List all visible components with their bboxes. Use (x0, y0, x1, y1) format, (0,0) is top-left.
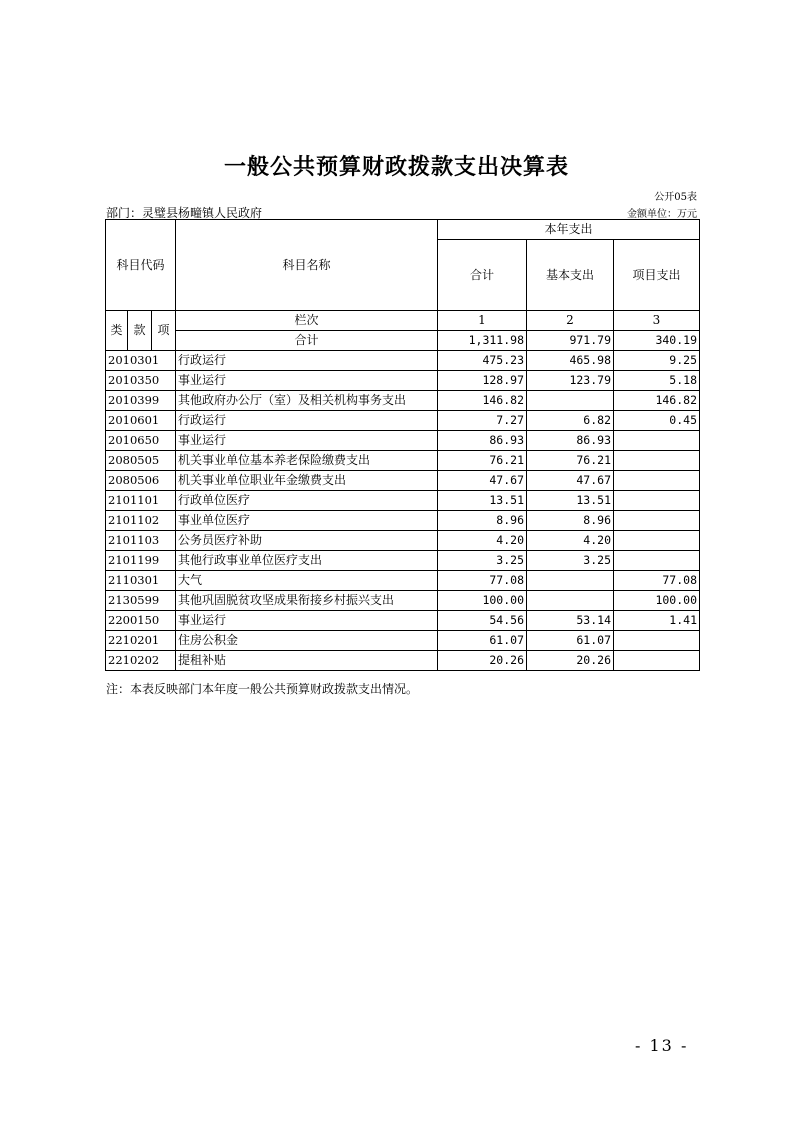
row-code: 2130599 (106, 591, 176, 611)
row-name: 事业运行 (176, 371, 438, 391)
row-basic: 53.14 (527, 611, 614, 631)
table-row (106, 551, 700, 571)
row-project (614, 531, 700, 551)
row-code: 2101199 (106, 551, 176, 571)
row-basic: 86.93 (527, 431, 614, 451)
table-row (106, 471, 700, 491)
row-code: 2101101 (106, 491, 176, 511)
row-total: 20.26 (438, 651, 527, 671)
table-row (106, 431, 700, 451)
row-total: 7.27 (438, 411, 527, 431)
header-basic: 基本支出 (527, 240, 614, 311)
row-total: 76.21 (438, 451, 527, 471)
row-project: 1.41 (614, 611, 700, 631)
row-code: 2010650 (106, 431, 176, 451)
summary-row (106, 331, 700, 351)
header-code: 科目代码 (106, 220, 176, 311)
table-row (106, 651, 700, 671)
row-name: 其他巩固脱贫攻坚成果衔接乡村振兴支出 (176, 591, 438, 611)
table-row (106, 411, 700, 431)
row-basic: 6.82 (527, 411, 614, 431)
row-basic (527, 571, 614, 591)
table-row (106, 391, 700, 411)
row-project (614, 551, 700, 571)
header-row (106, 220, 700, 240)
table-row (106, 511, 700, 531)
unit-label: 金额单位：万元 (627, 209, 697, 220)
column-label: 栏次 (176, 311, 438, 331)
row-code: 2080505 (106, 451, 176, 471)
row-code: 2210201 (106, 631, 176, 651)
row-basic: 4.20 (527, 531, 614, 551)
row-project (614, 491, 700, 511)
row-basic: 123.79 (527, 371, 614, 391)
row-name: 行政运行 (176, 351, 438, 371)
row-total: 146.82 (438, 391, 527, 411)
row-name: 机关事业单位基本养老保险缴费支出 (176, 451, 438, 471)
row-code: 2010601 (106, 411, 176, 431)
row-total: 4.20 (438, 531, 527, 551)
header-xiang: 项 (152, 311, 176, 351)
row-name: 其他政府办公厅（室）及相关机构事务支出 (176, 391, 438, 411)
row-basic (527, 591, 614, 611)
row-basic: 61.07 (527, 631, 614, 651)
row-project: 5.18 (614, 371, 700, 391)
row-project (614, 471, 700, 491)
row-code: 2210202 (106, 651, 176, 671)
row-name: 事业单位医疗 (176, 511, 438, 531)
row-name: 事业运行 (176, 611, 438, 631)
row-name: 行政单位医疗 (176, 491, 438, 511)
row-basic (527, 391, 614, 411)
table-row (106, 351, 700, 371)
table-row (106, 491, 700, 511)
row-code: 2010399 (106, 391, 176, 411)
budget-table (105, 219, 700, 671)
row-name: 住房公积金 (176, 631, 438, 651)
row-code: 2010301 (106, 351, 176, 371)
row-code: 2110301 (106, 571, 176, 591)
row-code: 2010350 (106, 371, 176, 391)
column-index-2: 2 (527, 311, 614, 331)
row-project (614, 431, 700, 451)
row-total: 100.00 (438, 591, 527, 611)
row-basic: 3.25 (527, 551, 614, 571)
table-row (106, 591, 700, 611)
row-name: 提租补贴 (176, 651, 438, 671)
row-basic: 76.21 (527, 451, 614, 471)
row-basic: 8.96 (527, 511, 614, 531)
page-number: - 13 - (635, 1036, 689, 1055)
row-project: 146.82 (614, 391, 700, 411)
column-index-row (106, 311, 700, 331)
row-project: 0.45 (614, 411, 700, 431)
header-current-year: 本年支出 (438, 220, 700, 240)
row-project: 100.00 (614, 591, 700, 611)
column-index-3: 3 (614, 311, 700, 331)
row-basic: 13.51 (527, 491, 614, 511)
header-lei: 类 (106, 311, 128, 351)
row-total: 128.97 (438, 371, 527, 391)
row-basic: 47.67 (527, 471, 614, 491)
row-project (614, 451, 700, 471)
row-total: 3.25 (438, 551, 527, 571)
row-total: 475.23 (438, 351, 527, 371)
form-number: 公开05表 (654, 192, 697, 203)
row-code: 2200150 (106, 611, 176, 631)
row-total: 61.07 (438, 631, 527, 651)
column-index-1: 1 (438, 311, 527, 331)
row-name: 其他行政事业单位医疗支出 (176, 551, 438, 571)
row-total: 8.96 (438, 511, 527, 531)
row-project (614, 651, 700, 671)
row-project: 9.25 (614, 351, 700, 371)
summary-total: 1,311.98 (438, 331, 527, 351)
row-project (614, 631, 700, 651)
row-total: 86.93 (438, 431, 527, 451)
row-total: 13.51 (438, 491, 527, 511)
row-total: 47.67 (438, 471, 527, 491)
row-name: 公务员医疗补助 (176, 531, 438, 551)
row-name: 行政运行 (176, 411, 438, 431)
summary-basic: 971.79 (527, 331, 614, 351)
table-row (106, 371, 700, 391)
header-name: 科目名称 (176, 220, 438, 311)
table-row (106, 571, 700, 591)
department-label: 部门：灵璧县杨疃镇人民政府 (106, 206, 263, 220)
summary-project: 340.19 (614, 331, 700, 351)
table-row (106, 611, 700, 631)
summary-label: 合计 (176, 331, 438, 351)
row-code: 2080506 (106, 471, 176, 491)
header-project: 项目支出 (614, 240, 700, 311)
row-basic: 465.98 (527, 351, 614, 371)
row-basic: 20.26 (527, 651, 614, 671)
header-kuan: 款 (128, 311, 152, 351)
table-note: 注：本表反映部门本年度一般公共预算财政拨款支出情况。 (106, 682, 419, 696)
row-code: 2101102 (106, 511, 176, 531)
table-row (106, 531, 700, 551)
page-title: 一般公共预算财政拨款支出决算表 (223, 154, 569, 180)
row-project: 77.08 (614, 571, 700, 591)
row-name: 机关事业单位职业年金缴费支出 (176, 471, 438, 491)
table-row (106, 631, 700, 651)
row-code: 2101103 (106, 531, 176, 551)
table-row (106, 451, 700, 471)
row-project (614, 511, 700, 531)
row-total: 54.56 (438, 611, 527, 631)
row-name: 事业运行 (176, 431, 438, 451)
row-name: 大气 (176, 571, 438, 591)
header-total: 合计 (438, 240, 527, 311)
row-total: 77.08 (438, 571, 527, 591)
